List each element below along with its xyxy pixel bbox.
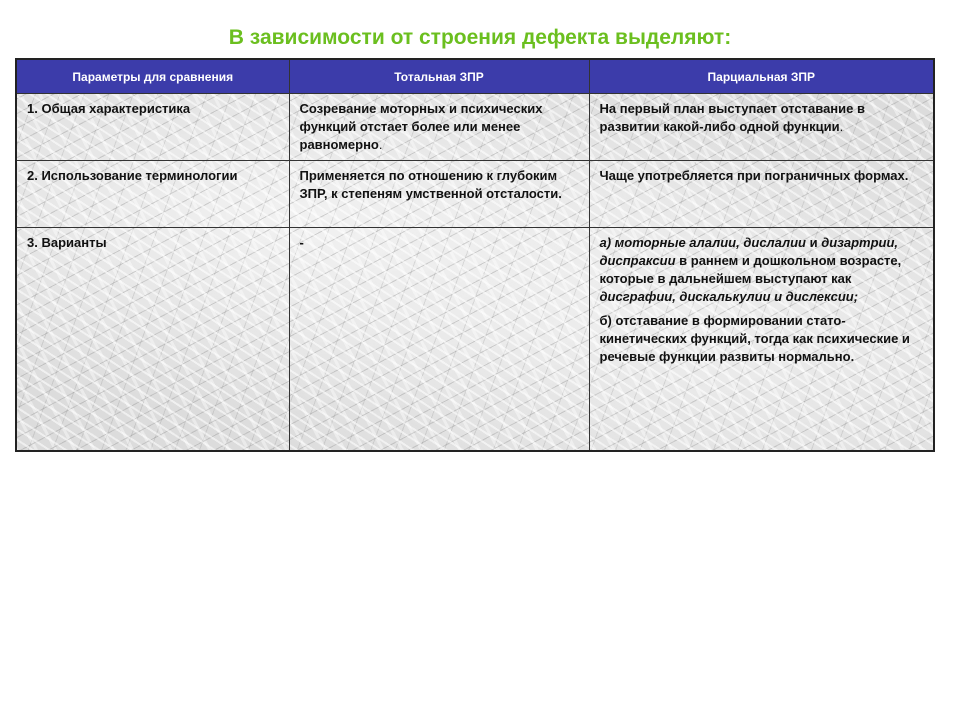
header-parameters: Параметры для сравнения (16, 59, 289, 94)
variant-a-part2: и (806, 235, 822, 250)
row2-total: Применяется по отношению к глубоким ЗПР, к степеням умственной отсталости. (289, 161, 589, 228)
row3-partial-variant-a (600, 234, 926, 306)
header-total: Тотальная ЗПР (289, 59, 589, 94)
row3-partial (589, 228, 934, 452)
row1-param: 1. Общая характеристика (16, 94, 289, 161)
variant-a-part5: дисграфии, дискалькулии и дислексии; (599, 289, 859, 304)
comparison-table (15, 58, 935, 452)
row1-partial-text: На первый план выступает отставание в развитии какой-либо одной функции (599, 101, 865, 134)
header-partial: Парциальная ЗПР (589, 59, 934, 94)
table-row (16, 228, 934, 452)
row3-total: - (289, 228, 589, 452)
slide-title: В зависимости от строения дефекта выделяют: (228, 26, 732, 49)
row1-total (289, 94, 589, 161)
row1-total-suffix: . (378, 137, 383, 152)
row2-partial: Чаще употребляется при пограничных формах. (589, 161, 934, 228)
variant-a-part4: в раннем и дошкольном возрасте, которые в дальнейшем выступают как (599, 253, 902, 286)
table-row (16, 161, 934, 228)
row1-total-text: Созревание моторных и психических функций отстает более или менее равномерно (299, 101, 543, 152)
row2-param: 2. Использование терминологии (16, 161, 289, 228)
row1-partial-suffix: . (839, 119, 844, 134)
variant-a-part1: а) моторные алалии, дислалии (599, 235, 807, 250)
variant-a-part3: дизартрии, диспраксии (599, 235, 899, 268)
table-header-row (16, 59, 934, 94)
row3-param: 3. Варианты (16, 228, 289, 452)
table-row (16, 94, 934, 161)
row1-partial (589, 94, 934, 161)
row3-partial-variant-b: б) отставание в формировании стато-кинетических функций, тогда как психические и речевые функции развиты нормально. (599, 313, 910, 364)
